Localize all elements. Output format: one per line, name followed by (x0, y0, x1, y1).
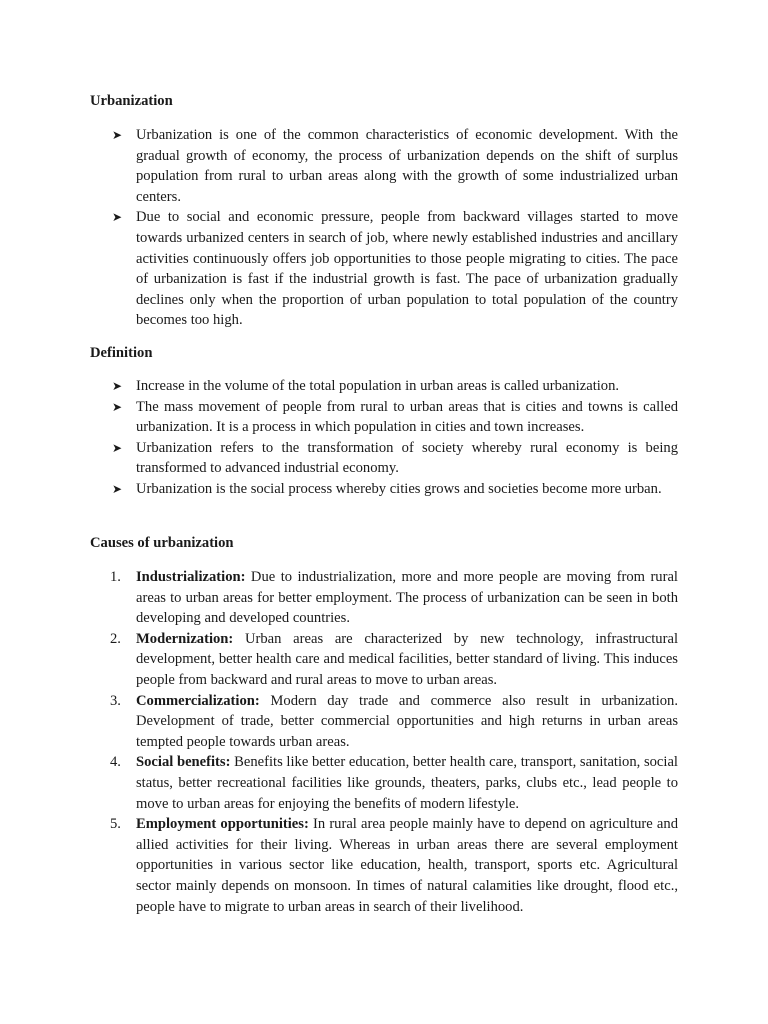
arrow-bullet-icon: ➤ (112, 128, 123, 142)
item-number: 3. (110, 692, 121, 709)
section-heading-definition: Definition (90, 345, 153, 361)
list-item (110, 752, 678, 814)
item-number: 2. (110, 630, 121, 647)
list-item (112, 125, 678, 207)
list-item-text: Due to social and economic pressure, people from backward villages started to move towards urbanized centers in search of job, where newly established industries and ancillary activities continuously offers job opportunities to those people migrating to cities. The pace of urbanization is fast if the industrial growth is fast. The pace of urbanization gradually declines only when the proportion of urban population to total population of the country becomes too high. (136, 209, 678, 329)
arrow-bullet-icon: ➤ (112, 440, 123, 455)
item-number: 1. (110, 569, 121, 585)
list-item-text: Due to industrialization, more and more people are moving from rural areas to urban areas for better employment. The process of urbanization can be seen in both developing and developed countries. (136, 569, 678, 627)
item-term: Social benefits: (136, 754, 231, 771)
list-item-text: Urbanization is the social process whereby cities grows and societies become more urban. (136, 480, 662, 497)
list-item (110, 814, 679, 917)
list-item-text: Urban areas are characterized by new technology, infrastructural development, better health care and medical facilities, better standard of living. This induces people from backward and rural areas to move to urban areas. (136, 630, 678, 688)
item-term: Employment opportunities: (136, 816, 309, 833)
list-item (112, 479, 678, 500)
item-number: 5. (110, 816, 121, 833)
list-item-text: Modern day trade and commerce also result in urbanization. Development of trade, better commercial opportunities and high returns in urban areas tempted people towards urban areas. (136, 692, 678, 750)
arrow-bullet-icon: ➤ (112, 210, 123, 225)
item-term: Commercialization: (136, 692, 260, 709)
list-item (110, 567, 678, 629)
list-item-text: Urbanization refers to the transformation of society whereby rural economy is being transformed to advanced industrial economy. (136, 439, 678, 477)
section-heading-urbanization: Urbanization (90, 93, 173, 109)
item-number: 4. (110, 754, 121, 771)
causes-numbered-list (110, 567, 679, 917)
list-item-text: Increase in the volume of the total population in urban areas is called urbanization. (136, 378, 620, 394)
list-item-text: The mass movement of people from rural to urban areas that is cities and towns is called urbanization. It is a process in which population in cities and town increases. (136, 398, 678, 436)
arrow-bullet-icon: ➤ (112, 399, 123, 414)
list-item (110, 691, 678, 753)
arrow-bullet-icon: ➤ (112, 379, 123, 393)
list-item (112, 397, 678, 438)
list-item (112, 376, 678, 397)
definition-bullet-list (112, 376, 678, 500)
list-item (112, 207, 678, 331)
arrow-bullet-icon: ➤ (112, 481, 123, 496)
urbanization-bullet-list (112, 125, 678, 331)
list-item-text: Urbanization is one of the common characteristics of economic development. With the gradual growth of economy, the process of urbanization depends on the shift of surplus population from rural to urban areas along with the growth of some industrialized urban centers. (136, 127, 678, 205)
list-item (112, 438, 678, 479)
list-item (110, 629, 678, 691)
section-heading-causes: Causes of urbanization (90, 535, 234, 551)
list-item-text: Benefits like better education, better health care, transport, sanitation, social status, better recreational facilities like grounds, theaters, parks, clubs etc., lead people to move to urban areas for enjoying the benefits of modern lifestyle. (136, 754, 678, 812)
item-term: Modernization: (136, 630, 234, 647)
list-item-text: In rural area people mainly have to depend on agriculture and allied activities for their living. Whereas in urban areas there are several employment opportunities in various sector like education, health, transport, sports etc. Agricultural sector mainly depends on monsoon. In times of natural calamities like drought, flood etc., people have to migrate to urban areas in search of their livelihood. (136, 816, 679, 915)
item-term: Industrialization: (136, 569, 246, 585)
